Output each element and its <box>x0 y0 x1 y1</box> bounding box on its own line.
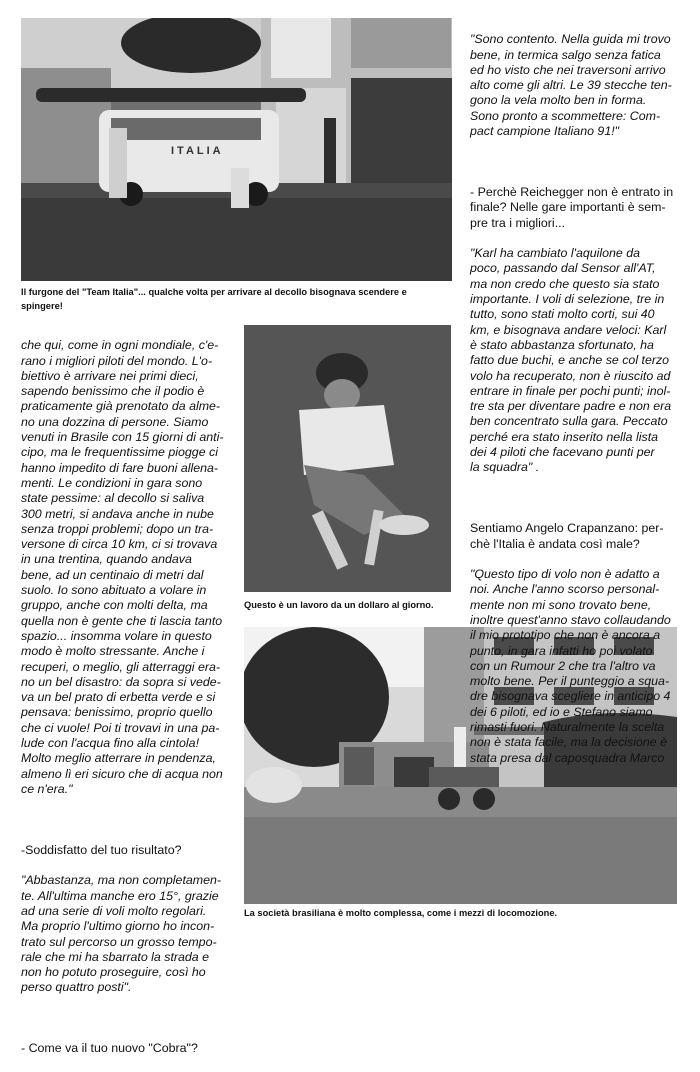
worker-photo-caption: Questo è un lavoro da un dollaro al giorno. <box>244 600 434 610</box>
van-photo <box>21 18 452 281</box>
left-paragraph-2: "Abbastanza, ma non completamen- te. All'ultima manche ero 15°, grazie ad una serie di voli molto regolari. Ma proprio l'ultimo giorno ho incon- trato sul percorso un grosso tempo- rale che mi ha sbarrato la strada e non ho potuto proseguire, così ho perso quattro posti". <box>21 873 222 995</box>
right-paragraph-3: "Questo tipo di volo non è adatto a noi. Anche l'anno scorso personal- mente non mi sono trovato bene, inoltre quest'anno stavo collaudando il mio prototipo che non è ancora a punto, in gara infatti ho poi volato con un Rumour 2 che tra l'altro va molto bene. Per il punteggio a squa- dre bisognava scegliere in anticipo 4 dei 6 piloti, ed io e Stefano siamo rimasti fuori. Naturalmente la scelta non è stata facile, ma la decisione è stata presa dal caposquadra Marco <box>470 567 671 765</box>
street-photo-caption: La società brasiliana è molto complessa, come i mezzi di locomozione. <box>244 908 558 918</box>
van-lettering: ITALIA <box>171 145 224 157</box>
worker-photo <box>244 325 451 592</box>
left-question-3: - Come va il tuo nuovo "Cobra"? <box>21 1041 198 1056</box>
van-photo-caption: Il furgone del "Team Italia"... qualche volta per arrivare al decollo bisognava scendere e spingere! <box>21 287 407 311</box>
left-question-2: -Soddisfatto del tuo risultato? <box>21 842 182 857</box>
right-question-3: Sentiamo Angelo Crapanzano: per- chè l'Italia è andata così male? <box>470 521 664 551</box>
right-column <box>470 17 692 781</box>
left-paragraph-1: che qui, come in ogni mondiale, c'e- rano i migliori piloti del mondo. L'o- biettivo è arrivare nei primi dieci, sapendo benissimo che il podio è praticamente già prenotato da almе- no una dozzina di persone. Siamo venuti in Brasile con 15 giorni di anti- cipo, ma le frequentissime piogge ci hanno impedito di fare buoni allena- menti. Le condizioni in gara sono state pessime: al decollo si saliva 300 metri, si andava anche in nube senza troppi problemi; dopo un tra- versone di circa 10 km, ci si trovava in una trentina, quando andava bene, ad un centinaio di metri dal suolo. Io sono abituato a volare in gruppo, anche con molti delta, ma quella non è gente che ti lascia tanto spazio... insomma volare in questo modo è molto stressante. Anche i recuperi, o meglio, gli atterraggi era- no un bel disastro: da sopra si vede- va un bel prato di erbetta verde e si pensava: benissimo, proprio quello che ci vuole! Poi ti trovavi in una pa- lude con l'acqua fino alla cintola! Molto meglio atterrare in pendenza, almeno lì eri sicuro che di acqua non ce n'era." <box>21 338 224 796</box>
right-paragraph-1: "Sono contento. Nella guida mi trovo bene, in termica salgo senza fatica ed ho visto che nei traversoni arrivo alto come gli altri. Le 39 stecche ten- gono la vela molto ben in forma. Sono pronto a scommettere: Com- pact campione Italiano 91!" <box>470 32 672 139</box>
right-question-2: - Perchè Reichegger non è entrato in finale? Nelle gare importanti è sem- pre tra i migliori... <box>470 184 674 230</box>
right-paragraph-2: "Karl ha cambiato l'aquilone da poco, passando dal Sensor all'AT, ma non credo che questo sia stato importante. I voli di selezione, tre in tutto, sono stati molto corti, sui 40 km, e bisognava andare veloci: Karl è stato abbastanza sfortunato, ha fatto due buchi, e anche se col terzo volo ha recuperato, non è riuscito ad entrare in finale per pochi punti; inol- tre sta per diventare padre e non era ben concentrato sulla gara. Peccato perché era stato inserito nella lista dei 4 piloti che facevano punti per la squadra" . <box>470 246 672 475</box>
left-column <box>21 323 233 1072</box>
